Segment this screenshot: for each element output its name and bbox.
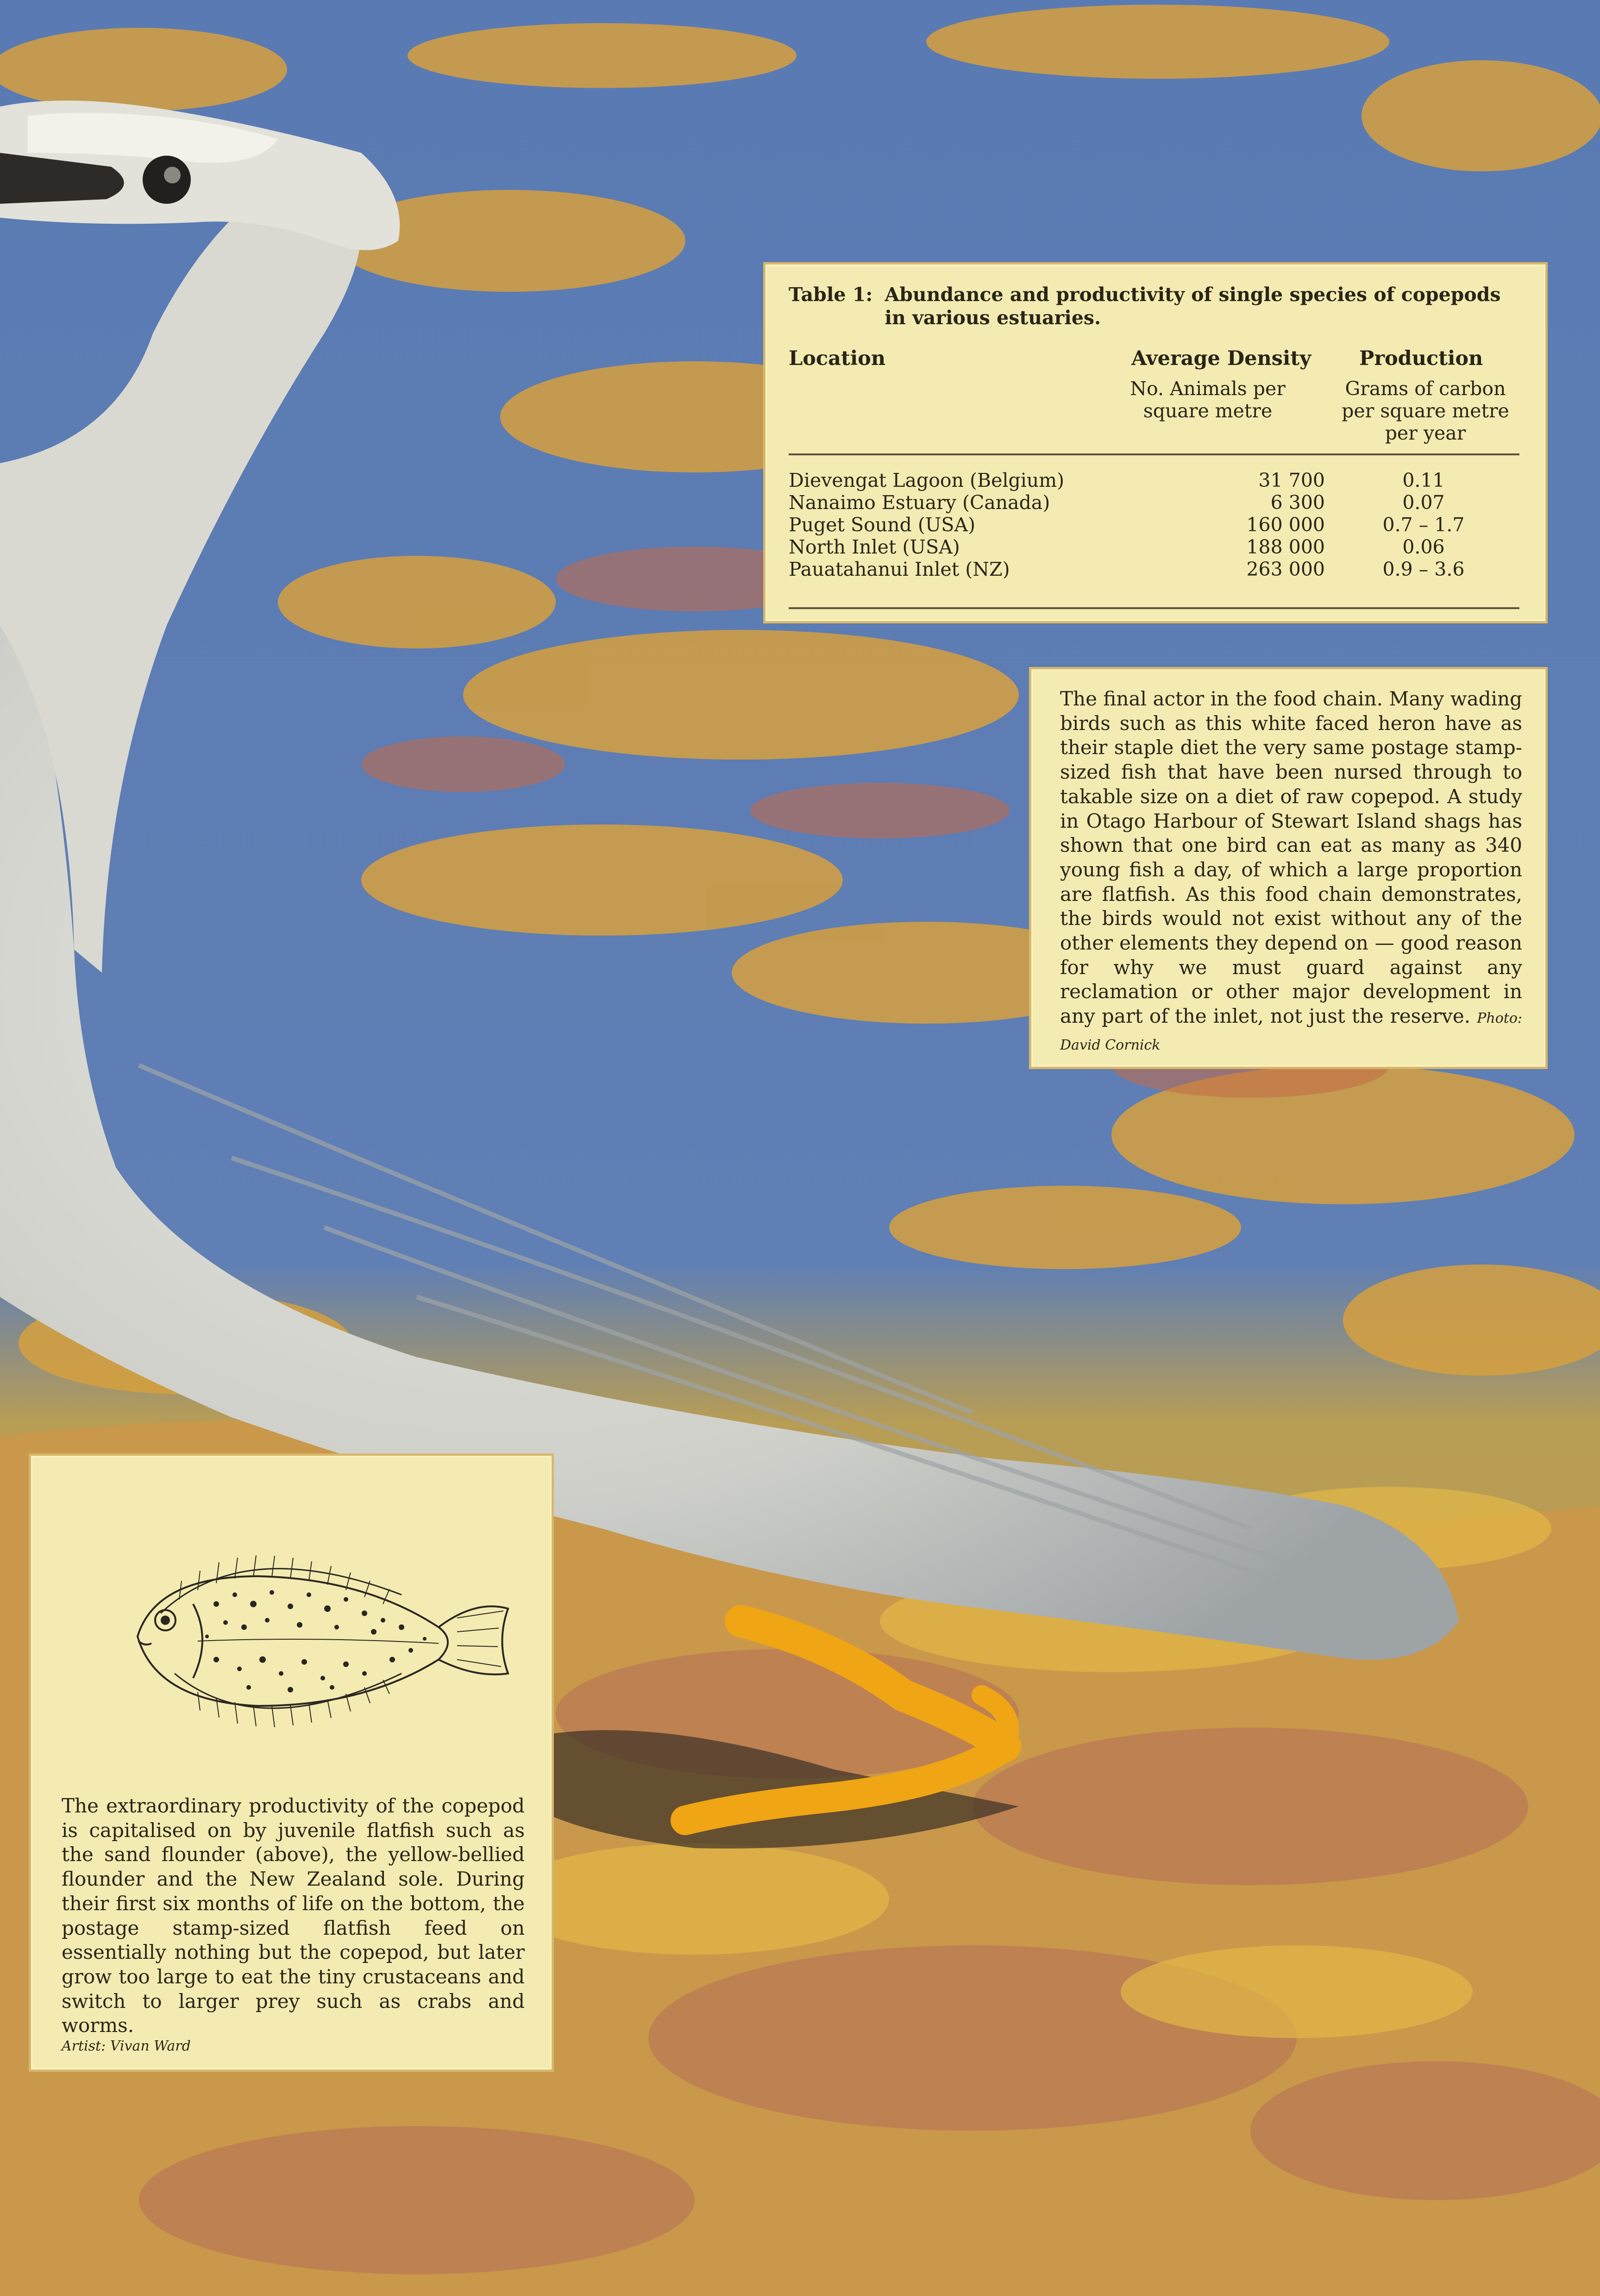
heron-caption-panel — [1029, 667, 1548, 1069]
table-row: Pauatahanui Inlet (NZ) 263 000 0.9 – 3.6 — [789, 558, 1465, 580]
sand-flounder-illustration — [105, 1525, 531, 1766]
table-title: Abundance and productivity of single species of copepods in various estuaries. — [885, 283, 1501, 329]
table-header — [789, 347, 1519, 453]
photo-credit: Photo: David Cornick — [1060, 1010, 1522, 1053]
table-body — [789, 469, 1519, 607]
flounder-panel — [29, 1453, 554, 2072]
header-location: Location — [789, 347, 886, 370]
table-row: Nanaimo Estuary (Canada) 6 300 0.07 — [789, 491, 1445, 514]
flounder-caption-block — [62, 1794, 525, 2054]
subheader-density: No. Animals per square metre — [1130, 377, 1286, 422]
heron-caption-text: The final actor in the food chain. Many wading birds such as this white faced heron have as their staple diet the very same postage stamp-sized fish that have been nursed through to takable size on a diet of raw copepod. A study in Otago Harbour of Stewart Island shags has shown that one bird can eat as many as 340 young fish a day, of which a large proportion are flatfish. As this food chain demonstrates, the birds would not exist without any of the other elements they depend on — good reason for why we must guard against any reclamation or other major development in any part of the inlet, not just the reserve. — [1060, 687, 1522, 1028]
subheader-production: Grams of carbon per square metre per year — [1342, 377, 1509, 444]
table-rule-bottom — [789, 607, 1519, 609]
table-panel — [763, 262, 1548, 623]
table-caption — [789, 283, 1519, 329]
table-number: Table 1: — [789, 283, 873, 306]
header-production: Production — [1359, 347, 1483, 370]
flounder-caption: The extraordinary productivity of the copepod is capitalised on by juvenile flatfish such as the sand flounder (above), the yellow-bellied flounder and the New Zealand sole. During their first six months of life on the bottom, the postage stamp-sized flatfish feed on essentially nothing but the copepod, but later grow too large to eat the tiny crustaceans and switch to larger prey such as crabs and worms. — [62, 1794, 525, 2037]
header-density: Average Density — [1131, 347, 1311, 370]
artist-credit: Artist: Vivan Ward — [62, 2038, 191, 2055]
table-row: Dievengat Lagoon (Belgium) 31 700 0.11 — [789, 469, 1445, 491]
table-row: North Inlet (USA) 188 000 0.06 — [789, 536, 1445, 558]
table-rule-top — [789, 453, 1519, 455]
table-row: Puget Sound (USA) 160 000 0.7 – 1.7 — [789, 514, 1465, 536]
heron-caption — [1060, 687, 1522, 1058]
